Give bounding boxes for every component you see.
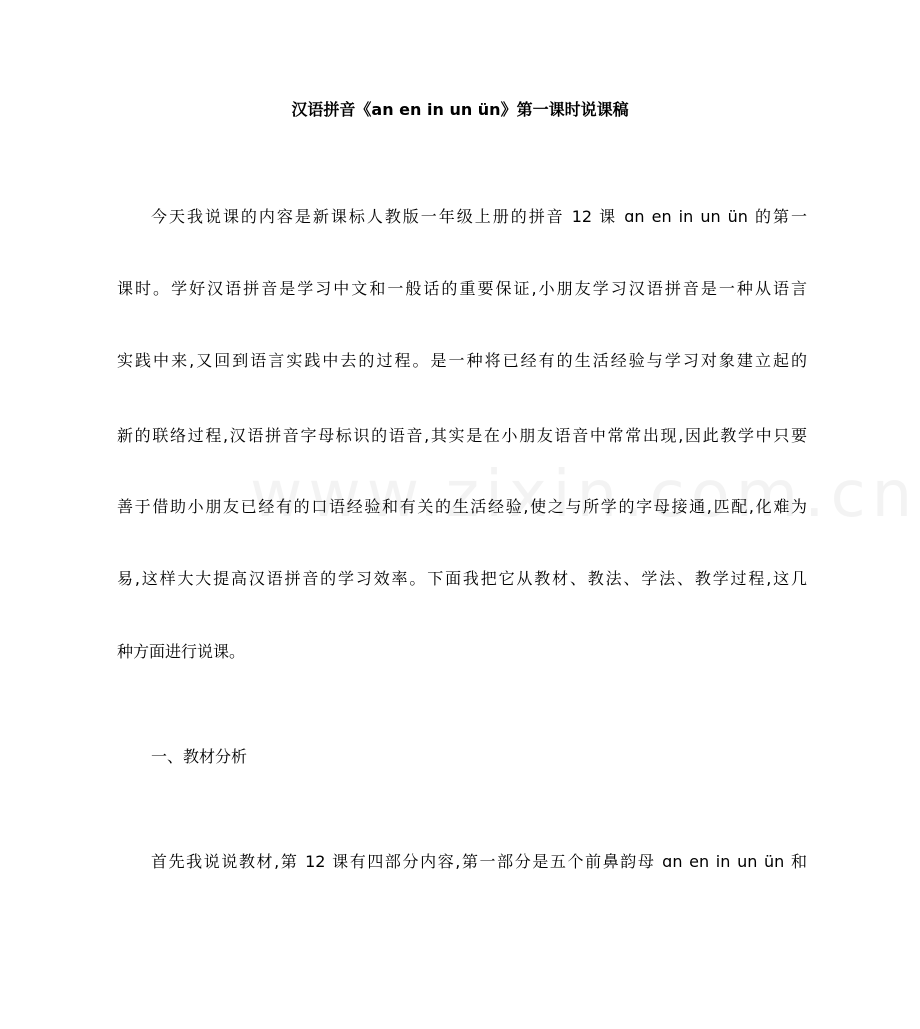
paragraph-line: 易,这样大大提高汉语拼音的学习效率。下面我把它从教材、教法、学法、教学过程,这几 <box>117 569 807 588</box>
paragraph-line: 今天我说课的内容是新课标人教版一年级上册的拼音 12 课 ɑn en in un ün 的第一 <box>151 207 807 226</box>
paragraph-line: 善于借助小朋友已经有的口语经验和有关的生活经验,使之与所学的字母接通,匹配,化难为 <box>117 497 807 516</box>
section-heading: 一、教材分析 <box>151 747 248 766</box>
paragraph-line: 首先我说说教材,第 12 课有四部分内容,第一部分是五个前鼻韵母 ɑn en in un ün 和 <box>151 852 807 871</box>
document-title: 汉语拼音《an en in un ün》第一课时说课稿 <box>291 100 629 119</box>
paragraph-line: 种方面进行说课。 <box>117 642 246 661</box>
paragraph-line: 新的联络过程,汉语拼音字母标识的语音,其实是在小朋友语音中常常出现,因此教学中只要 <box>117 426 807 445</box>
paragraph-line: 课时。学好汉语拼音是学习中文和一般话的重要保证,小朋友学习汉语拼音是一种从语言 <box>117 279 807 298</box>
paragraph-line: 实践中来,又回到语言实践中去的过程。是一种将已经有的生活经验与学习对象建立起的 <box>117 351 807 370</box>
